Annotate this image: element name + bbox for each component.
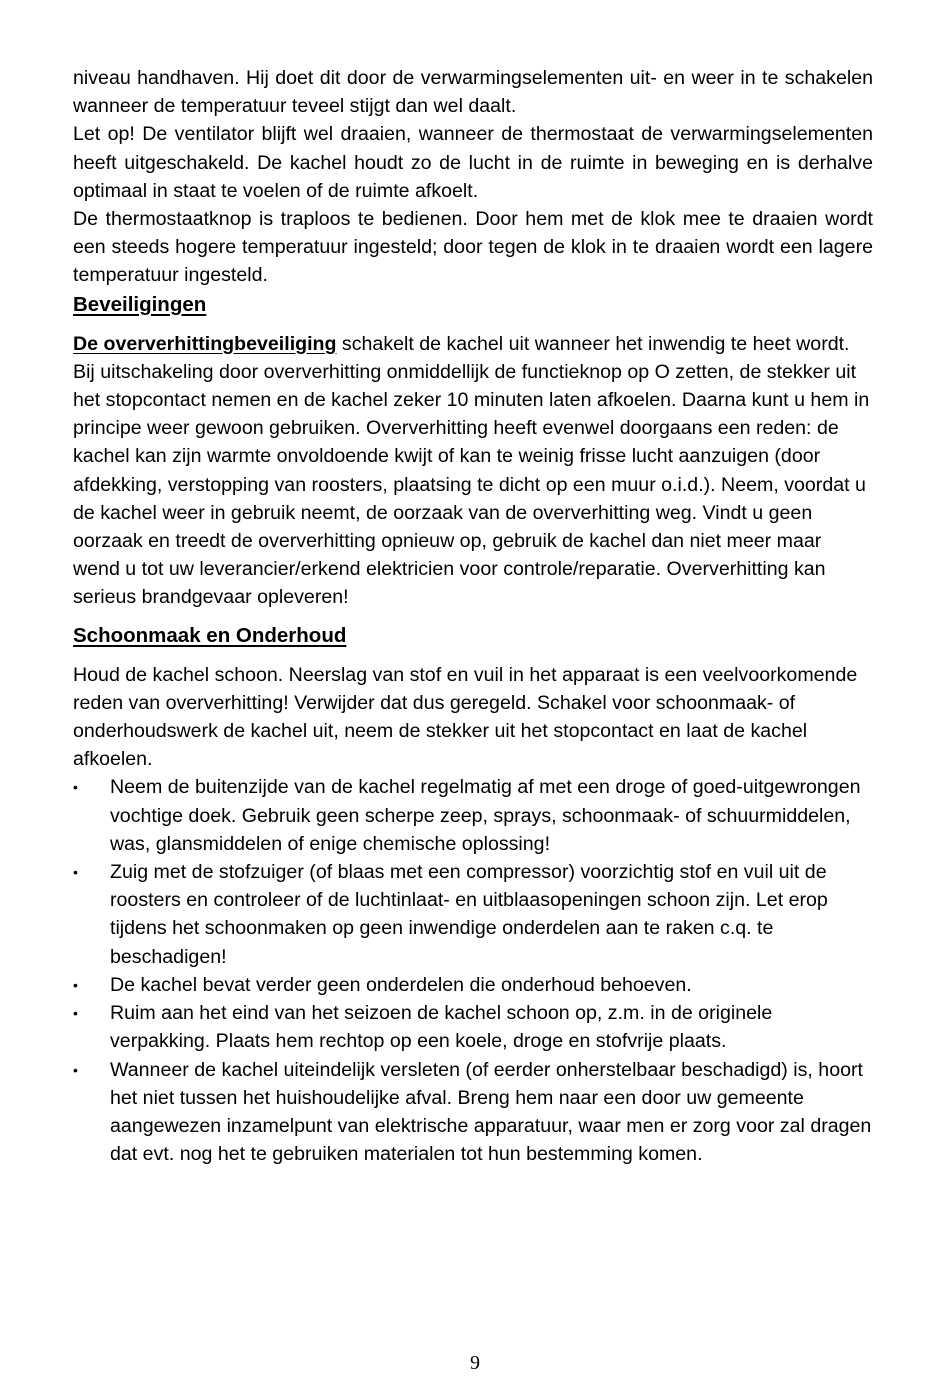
bullet-icon: • — [73, 1061, 78, 1078]
overheating-paragraph — [73, 330, 873, 612]
list-item — [73, 1056, 873, 1169]
cleaning-intro: Houd de kachel schoon. Neerslag van stof en vuil in het apparaat is een veelvoorkomende reden van oververhitting! Verwijder dat dus geregeld. Schakel voor schoonmaak- of onderhoudswerk de kachel uit, neem de stekker uit het stopcontact en laat de kachel afkoelen. — [73, 663, 858, 771]
section-heading-schoonmaak: Schoonmaak en Onderhoud — [73, 623, 347, 647]
list-item-text: De kachel bevat verder geen onderdelen die onderhoud behoeven. — [110, 973, 692, 996]
intro-paragraph-3: De thermostaatknop is traploos te bedienen. Door hem met de klok mee te draaien wordt een steeds hogere temperatuur ingesteld; door tegen de klok in te draaien wordt een lagere temperatuur ingesteld. — [73, 208, 873, 287]
bullet-icon: • — [73, 779, 78, 796]
list-item — [73, 773, 873, 858]
intro-paragraph-2: Let op! De ventilator blijft wel draaien, wanneer de thermostaat de verwarmingselementen heeft uitgeschakeld. De kachel houdt zo de lucht in de ruimte in beweging en is derhalve optimaal in staat te voelen of de ruimte afkoelt. — [73, 123, 873, 202]
list-item — [73, 858, 873, 971]
bullet-icon: • — [73, 864, 78, 881]
page-content — [73, 64, 873, 1168]
page-number: 9 — [470, 1352, 480, 1374]
intro-paragraph-1: niveau handhaven. Hij doet dit door de verwarmingselementen uit- en weer in te schakelen wanneer de temperatuur teveel stijgt dan wel daalt. — [73, 67, 873, 118]
overheating-text: schakelt de kachel uit wanneer het inwendig te heet wordt. Bij uitschakeling door oververhitting onmiddellijk de functieknop op O zetten, de stekker uit het stopcontact nemen en de kachel zeker 10 minuten laten afkoelen. Daarna kunt u hem in principe weer gewoon gebruiken. Oververhitting heeft evenwel doorgaans een reden: de kachel kan zijn warmte onvoldoende kwijt of kan te weinig frisse lucht aanzuigen (door afdekking, verstopping van roosters, plaatsing te dicht op een muur o.i.d.). Neem, voordat u de kachel weer in gebruik neemt, de oorzaak van de oververhitting weg. Vindt u geen oorzaak en treedt de oververhitting opnieuw op, gebruik de kachel dan niet meer maar wend u tot uw leverancier/erkend elektricien voor controle/reparatie. Oververhitting kan serieus brandgevaar opleveren! — [73, 332, 870, 609]
list-item-text: Neem de buitenzijde van de kachel regelmatig af met een droge of goed-uitgewrongen vochtige doek. Gebruik geen scherpe zeep, sprays, schoonmaak- of schuurmiddelen, was, glansmiddelen of enige chemische oplossing! — [110, 776, 861, 855]
list-item-text: Ruim aan het eind van het seizoen de kachel schoon op, z.m. in de originele verpakking. Plaats hem rechtop op een koele, droge en stofvrije plaats. — [110, 1002, 773, 1053]
section-heading-beveiligingen: Beveiligingen — [73, 292, 207, 316]
bullet-icon: • — [73, 976, 78, 993]
bullet-icon: • — [73, 1005, 78, 1022]
list-item-text: Wanneer de kachel uiteindelijk versleten (of eerder onherstelbaar beschadigd) is, hoort het niet tussen het huishoudelijke afval. Breng hem naar een door uw gemeente aangewezen inzamelpunt van elektrische apparatuur, waar men er zorg voor zal dragen dat evt. nog het te gebruiken materialen tot hun bestemming komen. — [110, 1058, 872, 1166]
list-item — [73, 971, 873, 999]
overheating-lead-term: De oververhittingbeveiliging — [73, 332, 337, 355]
cleaning-list — [73, 773, 873, 1168]
list-item-text: Zuig met de stofzuiger (of blaas met een compressor) voorzichtig stof en vuil uit de roosters en controleer of de luchtinlaat- en uitblaasopeningen schoon zijn. Let erop tijdens het schoonmaken op geen inwendige onderdelen aan te raken c.q. te beschadigen! — [110, 861, 828, 968]
list-item — [73, 999, 873, 1055]
